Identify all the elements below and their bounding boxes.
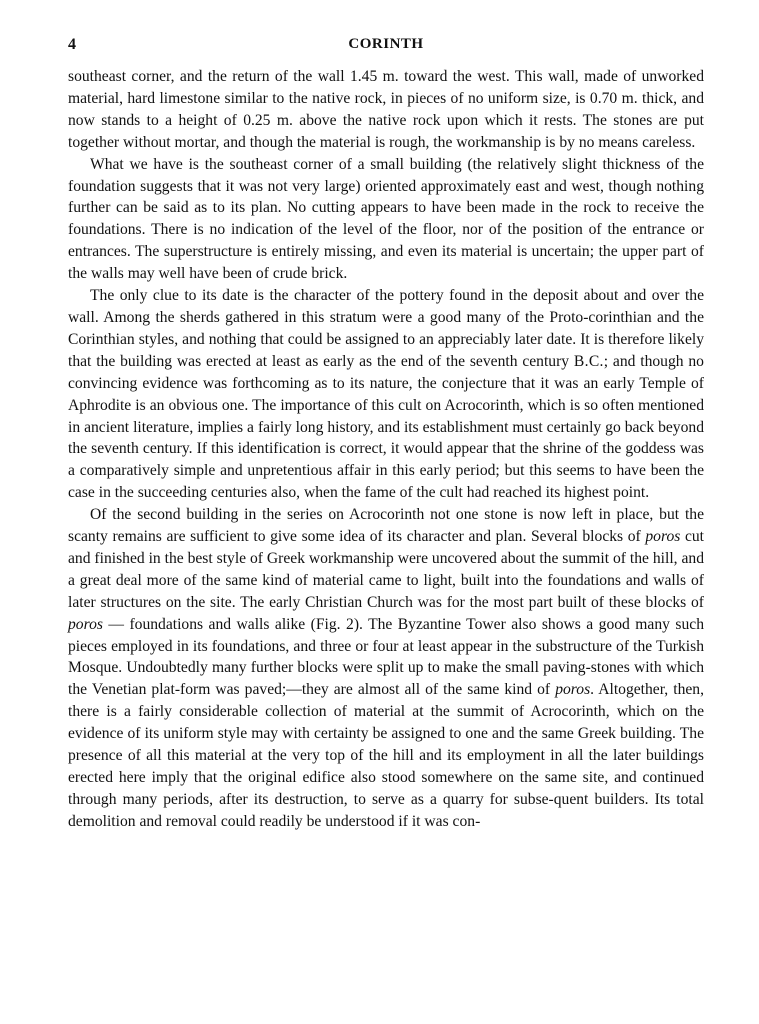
paragraph-2 xyxy=(68,154,704,285)
term-poros-1: poros xyxy=(645,528,681,546)
body-text xyxy=(68,66,704,833)
paragraph-4-text-a: Of the second building in the series on Acrocorinth not one stone is now left in place, but the scanty remains are sufficient to give some idea of its character and plan. Several blocks of xyxy=(68,506,704,546)
paragraph-3 xyxy=(68,285,704,504)
paragraph-4-text-b: cut and finished in the best style of Greek workmanship were uncovered about the summit of the hill, and a great deal more of the same kind of material came to light, built into the foundations and walls of later structures on the site. The early Christian Church was for the most part built of these blocks of xyxy=(68,528,704,611)
paragraph-2-text: What we have is the southeast corner of a small building (the relatively slight thickness of the foundation suggests that it was not very large) oriented approximately east and west, though nothing further can be said as to its plan. No cutting appears to have been made in the rock to receive the foundations. There is no indication of the level of the floor, nor of the position of the entrance or entrances. The superstructure is entirely missing, and even its material is uncertain; the upper part of the walls may well have been of crude brick. xyxy=(68,155,704,283)
paragraph-3-text-b: ; and though no convincing evidence was forthcoming as to its nature, the conjecture that it was an early Temple of Aphrodite is an obvious one. The importance of this cult on Acrocorinth, which is so often mentioned in ancient literature, implies a fairly long history, and its establishment must certainly go back beyond the seventh century. If this identification is correct, it would appear that the shrine of the goddess was a comparatively simple and unpretentious affair in this early period; but this seems to have been the case in the succeeding centuries also, when the fame of the cult had reached its highest point. xyxy=(68,352,704,502)
page-header xyxy=(68,36,704,66)
paragraph-1-text: southeast corner, and the return of the wall 1.45 m. toward the west. This wall, made of unworked material, hard limestone similar to the native rock, in pieces of no uniform size, is 0.70 m. thick, and now stands to a height of 0.25 m. above the native rock upon which it rests. The stones are put together without mortar, and though the material is rough, the workmanship is by no means careless. xyxy=(68,68,704,151)
paragraph-1 xyxy=(68,66,704,154)
term-poros-3: poros xyxy=(555,681,591,699)
era-abbreviation-bc: B.C. xyxy=(573,352,604,370)
term-poros-2: poros xyxy=(68,615,103,633)
paragraph-3-text-a: The only clue to its date is the character of the pottery found in the deposit about and over the wall. Among the sherds gathered in this stratum were a good many of the Proto-corinthian and the Corinthian styles, and nothing that could be assigned to an appreciably later date. It is therefore likely that the building was erected at least as early as the end of the seventh century xyxy=(68,287,704,370)
document-page xyxy=(68,36,704,833)
running-title: CORINTH xyxy=(348,36,424,52)
page-number: 4 xyxy=(68,36,76,53)
paragraph-4-text-c: — foundations and walls alike (Fig. 2). The Byzantine Tower also shows a good many such pieces employed in its foundations, and three or four at least appear in the substructure of the Turkish Mosque. Undoubtedly many further blocks were split up to make the small paving-stones with which the Venetian plat-form was paved;—they are almost all of the same kind of xyxy=(68,615,704,699)
paragraph-4 xyxy=(68,504,704,833)
paragraph-4-text-d: . Altogether, then, there is a fairly considerable collection of material at the summit of Acrocorinth, which on the evidence of its uniform style may with certainty be assigned to one and the same Greek building. The presence of all this material at the very top of the hill and its employment in all the later buildings erected here imply that the original edifice also stood somewhere on the same site, and continued through many periods, after its destruction, to serve as a quarry for subse-quent builders. Its total demolition and removal could readily be understood if it was con- xyxy=(68,681,704,830)
